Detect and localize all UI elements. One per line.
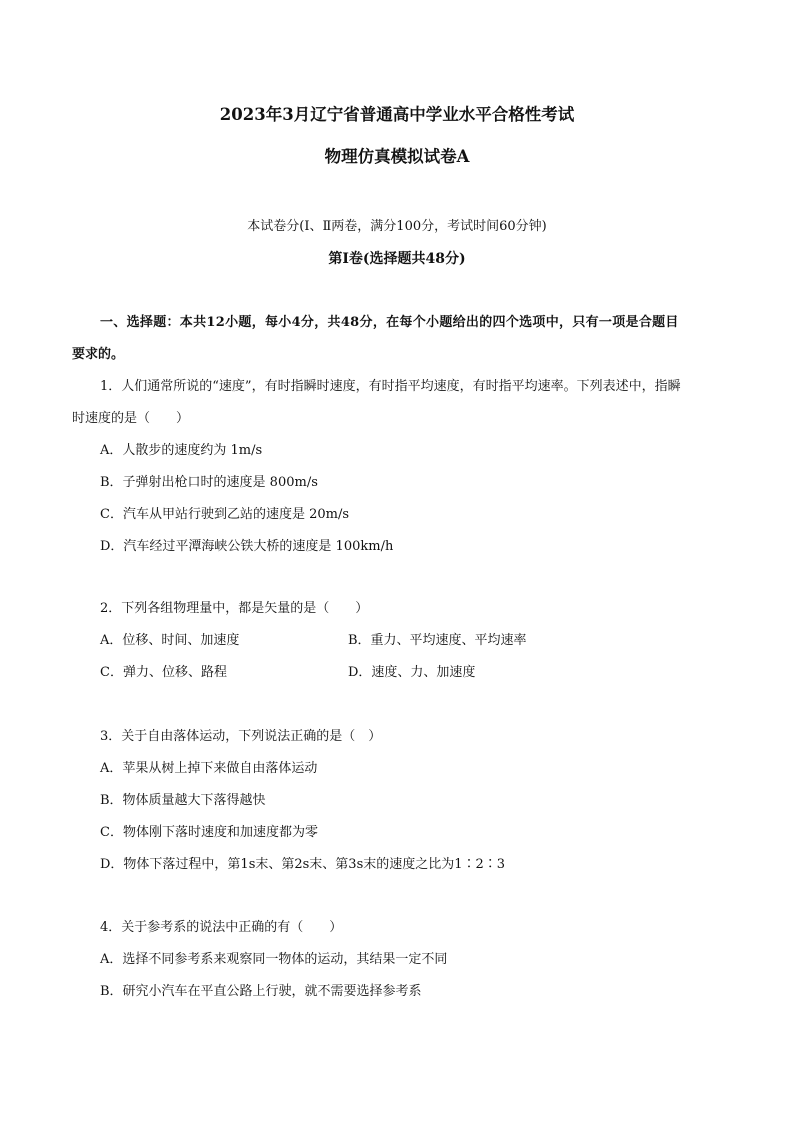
question-3-option-a: A．苹果从树上掉下来做自由落体运动 [100, 761, 318, 776]
question-2-option-b: B．重力、平均速度、平均速率 [348, 633, 527, 648]
exam-info: 本试卷分(Ⅰ、Ⅱ两卷，满分100分，考试时间60分钟) [247, 219, 547, 234]
question-3-option-c: C．物体刚下落时速度和加速度都为零 [100, 825, 318, 840]
question-4-stem: 4．关于参考系的说法中正确的有（ ） [100, 920, 343, 935]
question-2-option-d: D．速度、力、加速度 [348, 665, 476, 680]
question-1-stem-cont: 时速度的是（ ） [72, 411, 190, 426]
question-1-stem: 1．人们通常所说的“速度”，有时指瞬时速度，有时指平均速度，有时指平均速率。下列表述中，指瞬 [100, 379, 681, 394]
exam-subtitle: 物理仿真模拟试卷A [324, 147, 470, 166]
question-1-option-a: A．人散步的速度约为 1m/s [100, 443, 263, 458]
exam-title: 2023年3月辽宁省普通高中学业水平合格性考试 [219, 105, 575, 124]
question-1-option-c: C．汽车从甲站行驶到乙站的速度是 20m/s [100, 507, 349, 522]
question-3-option-b: B．物体质量越大下落得越快 [100, 793, 266, 808]
question-1-option-d: D．汽车经过平潭海峡公铁大桥的速度是 100km/h [100, 539, 394, 554]
question-1-option-b: B．子弹射出枪口时的速度是 800m/s [100, 475, 318, 490]
instructions-line-1: 一、选择题：本共12小题，每小4分，共48分，在每个小题给出的四个选项中，只有一项是合题目 [100, 315, 679, 330]
question-4-option-a: A．选择不同参考系来观察同一物体的运动，其结果一定不同 [100, 952, 448, 967]
question-2-stem: 2．下列各组物理量中，都是矢量的是（ ） [100, 601, 369, 616]
section-title: 第Ⅰ卷(选择题共48分) [328, 251, 466, 267]
question-4-option-b: B．研究小汽车在平直公路上行驶，就不需要选择参考系 [100, 984, 422, 999]
question-3-stem: 3．关于自由落体运动，下列说法正确的是（ ） [100, 729, 382, 744]
question-3-option-d: D．物体下落过程中，第1s末、第2s末、第3s末的速度之比为1∶2∶3 [100, 857, 506, 872]
question-2-option-a: A．位移、时间、加速度 [100, 633, 240, 648]
instructions-line-2: 要求的。 [72, 347, 125, 362]
question-2-option-c: C．弹力、位移、路程 [100, 665, 227, 680]
